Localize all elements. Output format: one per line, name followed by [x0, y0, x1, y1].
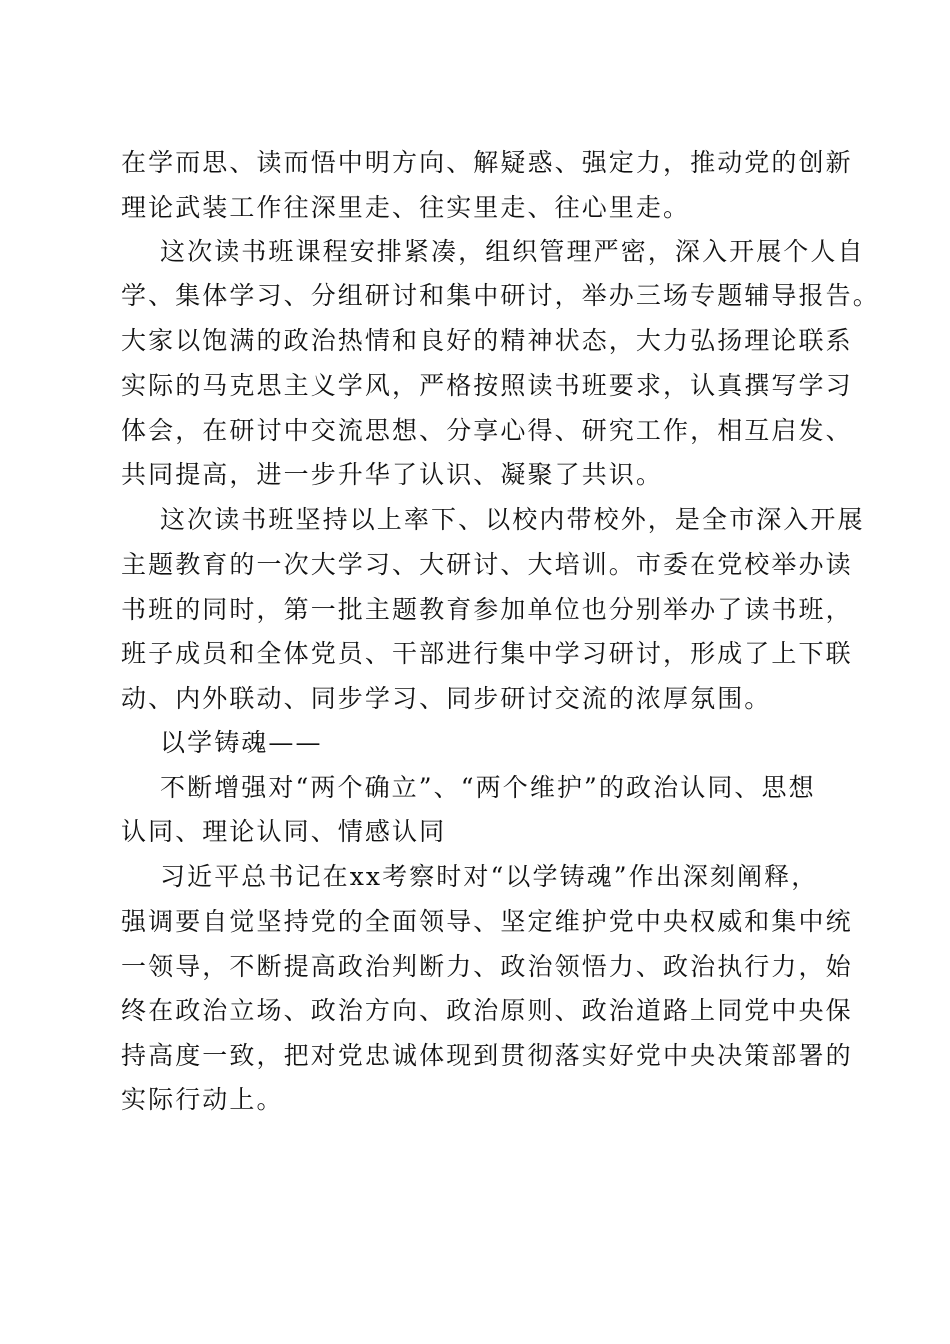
text-line: 主题教育的一次大学习、大研讨、大培训。市委在党校举办读 — [121, 550, 853, 579]
text-line: 大家以饱满的政治热情和良好的精神状态，大力弘扬理论联系 — [121, 326, 853, 355]
text-line: 体会，在研讨中交流思想、分享心得、研究工作，相互启发、 — [121, 416, 853, 445]
text-line: 共同提高，进一步升华了认识、凝聚了共识。 — [121, 460, 664, 489]
text-line: 持高度一致，把对党忠诚体现到贯彻落实好党中央决策部署的 — [121, 1041, 853, 1070]
section-subheading: 认同、理论认同、情感认同 — [121, 817, 447, 846]
text-line: 学、集体学习、分组研讨和集中研讨，举办三场专题辅导报告。 — [121, 281, 880, 310]
text-line: 在学而思、读而悟中明方向、解疑惑、强定力，推动党的创新 — [121, 148, 853, 177]
text-line: 习近平总书记在xx考察时对“以学铸魂”作出深刻阐释， — [160, 862, 819, 891]
text-line: 这次读书班课程安排紧凑，组织管理严密，深入开展个人自 — [160, 237, 865, 266]
text-line: 实际的马克思主义学风，严格按照读书班要求，认真撰写学习 — [121, 371, 853, 400]
text-line: 强调要自觉坚持党的全面领导、坚定维护党中央权威和集中统 — [121, 907, 853, 936]
section-heading: 以学铸魂—— — [160, 728, 323, 757]
text-line: 这次读书班坚持以上率下、以校内带校外，是全市深入开展 — [160, 505, 865, 534]
text-line: 一领导，不断提高政治判断力、政治领悟力、政治执行力，始 — [121, 952, 853, 981]
text-line: 动、内外联动、同步学习、同步研讨交流的浓厚氛围。 — [121, 684, 772, 713]
text-line: 理论武装工作往深里走、往实里走、往心里走。 — [121, 193, 691, 222]
text-line: 实际行动上。 — [121, 1085, 284, 1114]
text-line: 班子成员和全体党员、干部进行集中学习研讨，形成了上下联 — [121, 639, 853, 668]
text-line: 书班的同时，第一批主题教育参加单位也分别举办了读书班， — [121, 595, 853, 624]
section-subheading: 不断增强对“两个确立”、“两个维护”的政治认同、思想 — [160, 773, 816, 802]
text-line: 终在政治立场、政治方向、政治原则、政治道路上同党中央保 — [121, 996, 853, 1025]
